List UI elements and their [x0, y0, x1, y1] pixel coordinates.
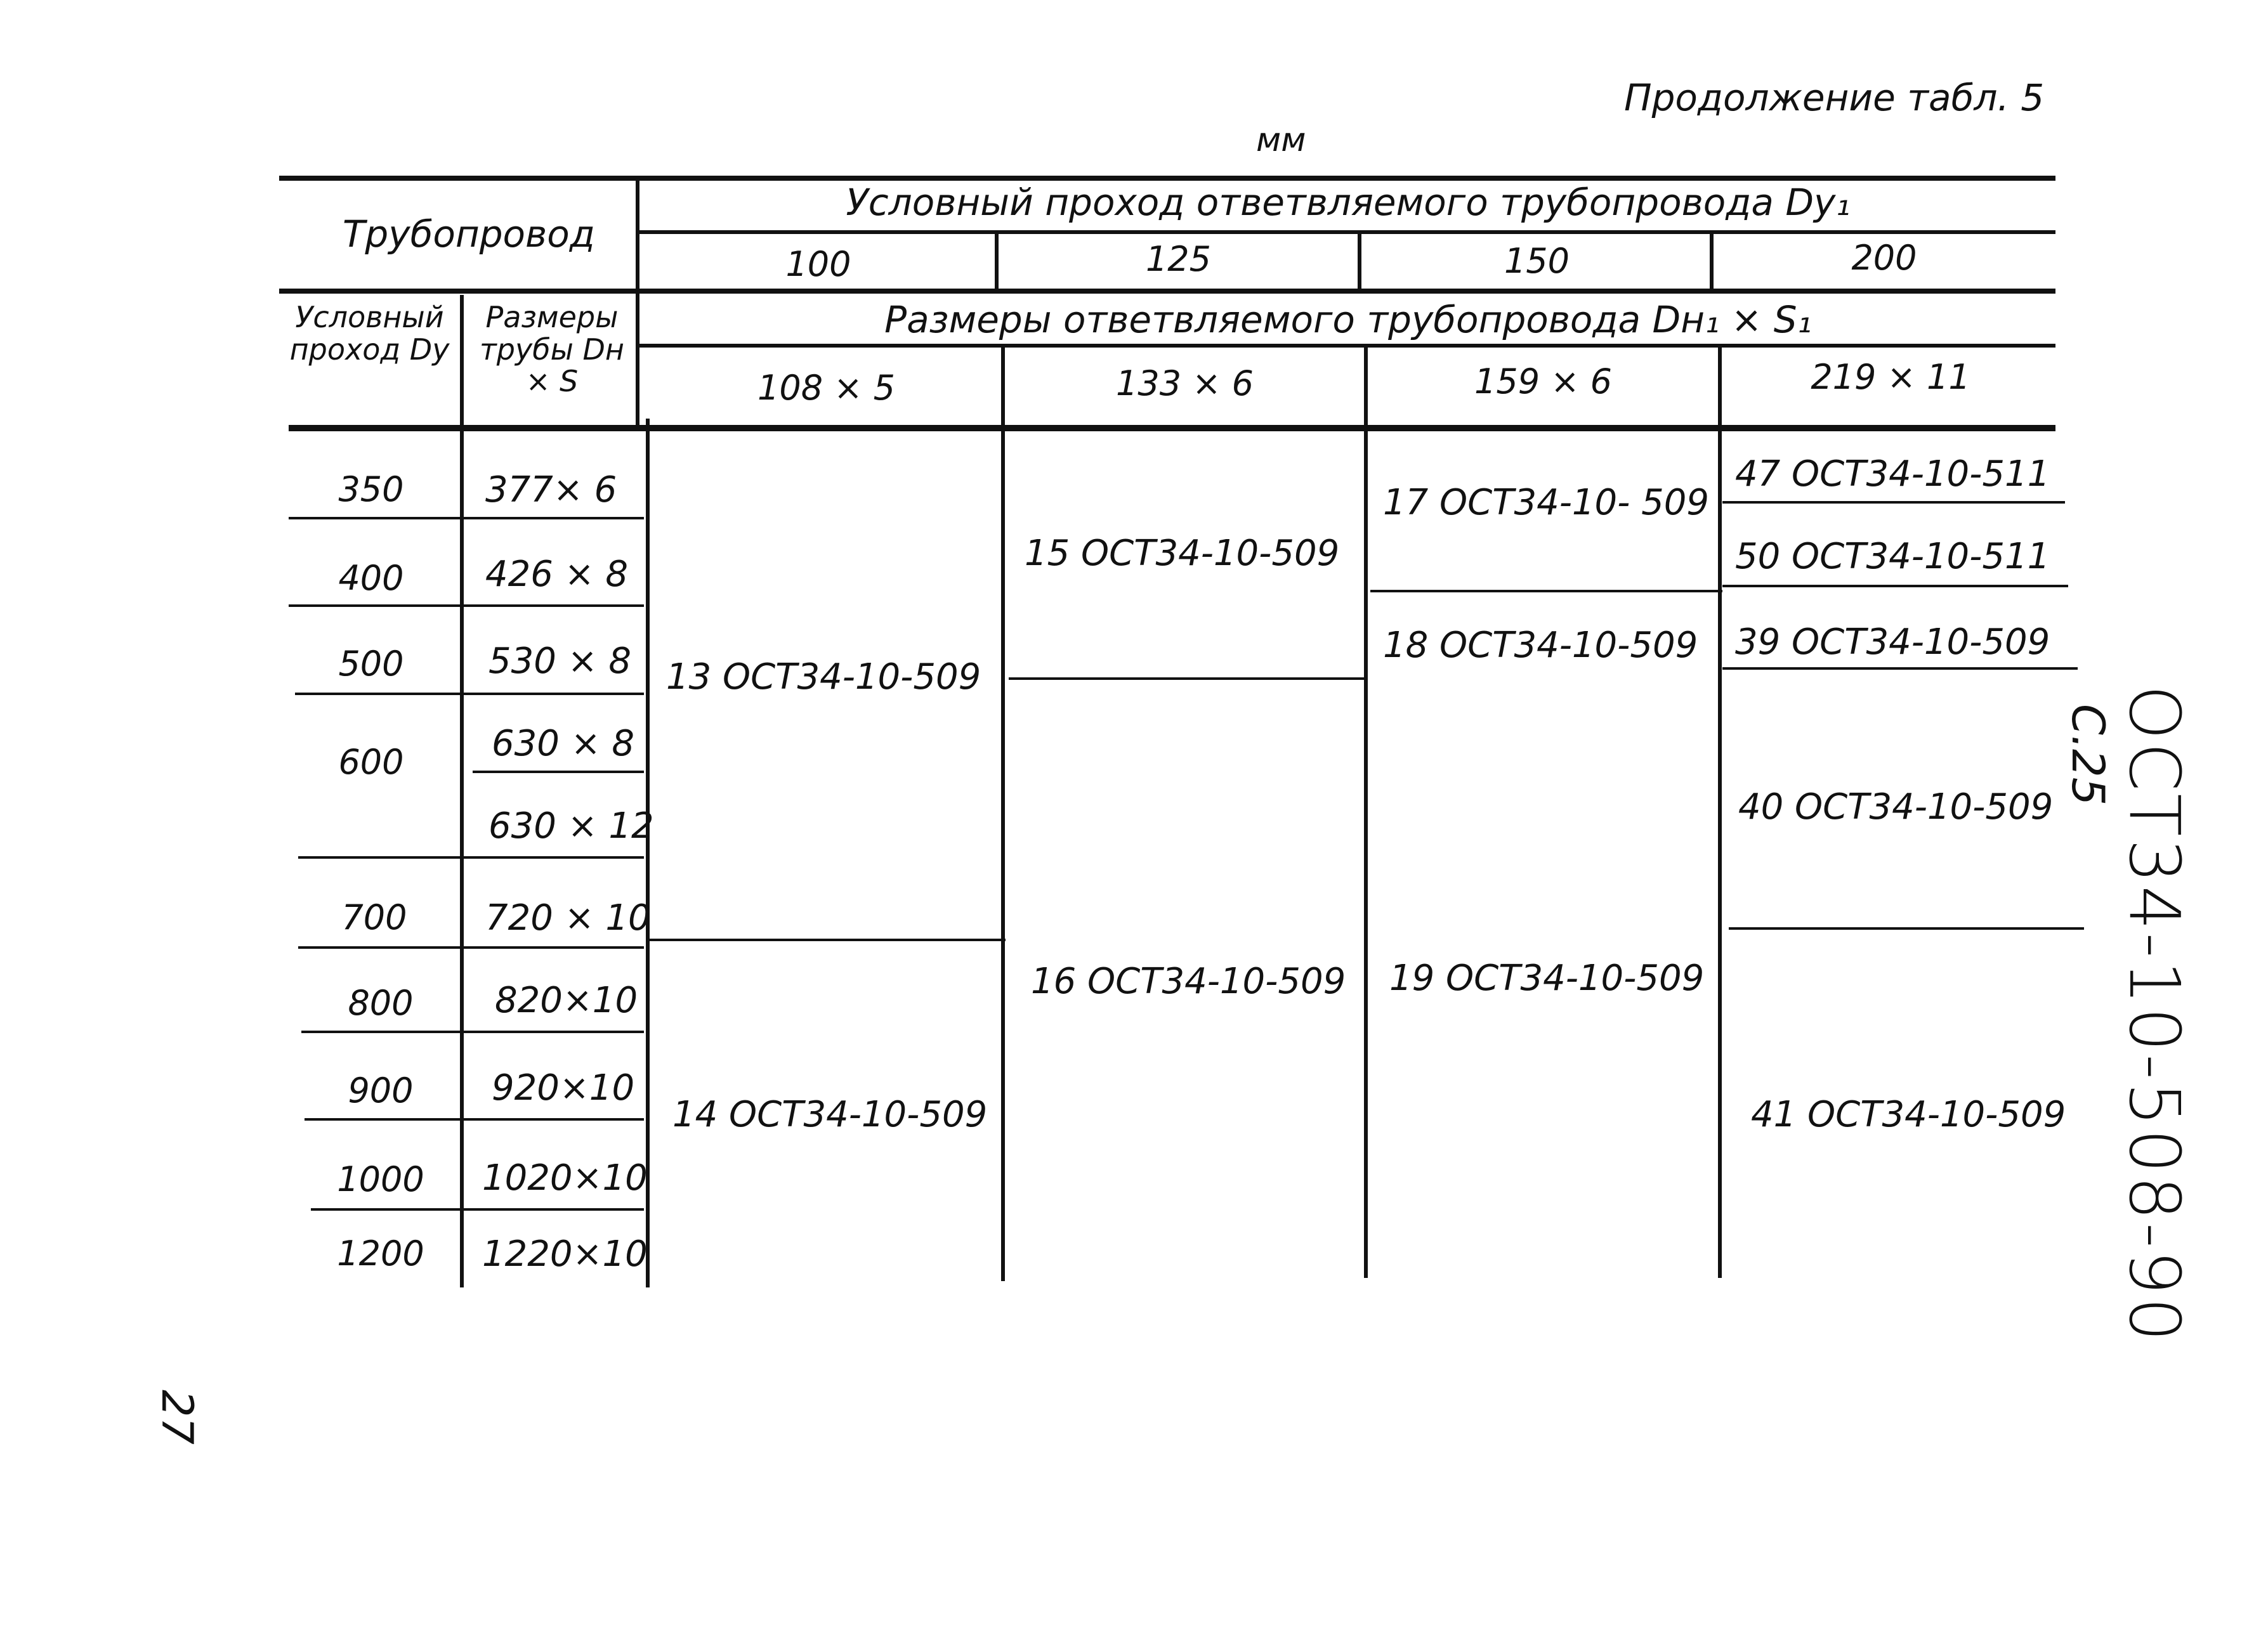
row-dy: 600 [338, 742, 404, 782]
col-line [1364, 346, 1368, 1278]
cell-200-d: 40 ОСТ34-10-509 [1738, 786, 2054, 828]
cell-150-a: 17 ОСТ34-10- 509 [1383, 482, 1710, 523]
rule-header-bottom [289, 425, 2055, 431]
rule-dy1 [638, 230, 2055, 234]
col-line [1718, 346, 1722, 1278]
header-nominal-col-text: Условный проход Dy [289, 300, 450, 367]
side-page: С.25 [2062, 704, 2114, 806]
row-size: 377× 6 [485, 469, 617, 511]
row-rule [301, 1031, 644, 1033]
row-rule [305, 1118, 644, 1121]
dy1-100: 100 [785, 244, 851, 284]
row-dy: 700 [341, 897, 407, 937]
cell-rule [1722, 585, 2068, 587]
size1-125: 133 × 6 [1115, 363, 1254, 403]
size1-200: 219 × 11 [1811, 357, 1970, 397]
page-number: 27 [151, 1390, 202, 1445]
cell-200-e: 41 ОСТ34-10-509 [1751, 1094, 2066, 1135]
header-branch-sizes: Размеры ответвляемого трубопровода Dн₁ × S₁ [884, 298, 1812, 341]
dy1-150: 150 [1504, 241, 1570, 281]
header-nominal-col [279, 301, 460, 365]
row-size: 1020×10 [482, 1157, 648, 1199]
dy1-125: 125 [1145, 239, 1212, 279]
row-dy: 350 [338, 469, 404, 509]
side-stamp [2062, 685, 2195, 1345]
row-size: 426 × 8 [485, 554, 629, 595]
size1-150: 159 × 6 [1474, 362, 1612, 401]
row-dy: 900 [348, 1071, 414, 1111]
row-size: 630 × 8 [492, 723, 635, 764]
cell-150-c: 19 ОСТ34-10-509 [1389, 958, 1705, 999]
cell-rule [1722, 667, 2078, 670]
cell-rule [1729, 927, 2084, 930]
rule-top [279, 176, 2055, 181]
row-size: 820×10 [495, 980, 638, 1021]
cell-100-a: 13 ОСТ34-10-509 [666, 656, 981, 698]
cell-125-a: 15 ОСТ34-10-509 [1025, 533, 1340, 574]
cell-200-b: 50 ОСТ34-10-511 [1735, 536, 2050, 577]
row-size: 920×10 [492, 1067, 635, 1109]
unit-label: мм [1256, 121, 1306, 159]
row-rule [295, 693, 644, 695]
row-size: 1220×10 [482, 1234, 648, 1275]
dy1-200: 200 [1851, 238, 1917, 278]
col-line [460, 295, 464, 1287]
row-rule [298, 946, 644, 949]
rule-sizes1 [638, 344, 2055, 348]
cell-200-c: 39 ОСТ34-10-509 [1735, 622, 2050, 663]
header-size-col-text: Размеры трубы Dн × S [479, 300, 625, 399]
row-rule [298, 856, 644, 859]
cell-rule [1009, 677, 1367, 680]
col-line [1001, 346, 1005, 1281]
row-dy: 400 [338, 558, 404, 598]
cell-200-a: 47 ОСТ34-10-511 [1735, 453, 2050, 495]
cell-rule [647, 939, 1006, 941]
cell-rule [1722, 501, 2065, 504]
row-size: 530 × 8 [488, 641, 632, 682]
side-code: ОСТ34-10-508-90 [2114, 685, 2195, 1345]
row-rule [473, 771, 644, 773]
cell-150-b: 18 ОСТ34-10-509 [1383, 625, 1698, 666]
header-pipeline: Трубопровод [343, 212, 595, 256]
row-dy: 1200 [337, 1234, 424, 1273]
row-dy: 800 [348, 983, 414, 1023]
row-dy: 500 [338, 644, 404, 684]
row-rule [311, 1208, 644, 1211]
rule-header-mid [279, 289, 2055, 294]
row-size: 720 × 10 [485, 897, 651, 939]
row-rule [289, 517, 644, 519]
row-dy: 1000 [337, 1159, 424, 1199]
row-size: 630 × 12 [488, 805, 654, 847]
cell-rule [1370, 590, 1722, 592]
header-size-col [466, 301, 638, 398]
size1-100: 108 × 5 [757, 368, 895, 408]
table-caption: Продолжение табл. 5 [1624, 76, 2045, 119]
cell-125-b: 16 ОСТ34-10-509 [1031, 961, 1346, 1002]
header-branch-nominal: Условный проход ответвляемого трубопровода Dy₁ [846, 181, 1851, 224]
cell-100-b: 14 ОСТ34-10-509 [672, 1094, 988, 1135]
row-rule [289, 604, 644, 607]
